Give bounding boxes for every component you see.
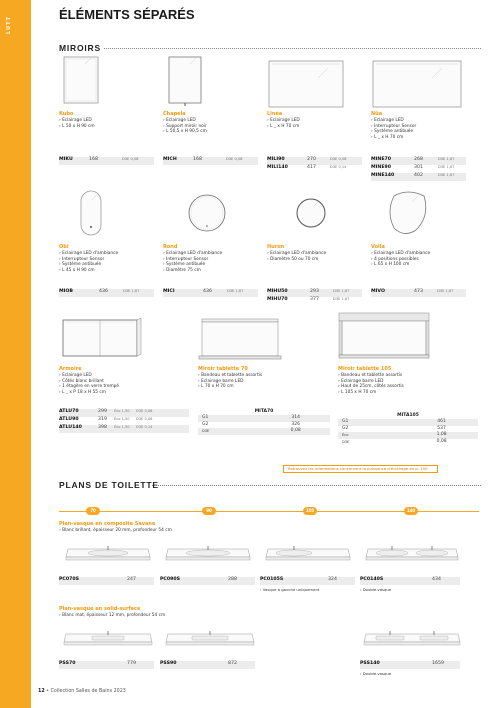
price-ref: MINE70 bbox=[371, 157, 392, 162]
table-header: MITA70 bbox=[254, 409, 274, 414]
sink-pc090s-image bbox=[164, 543, 252, 573]
product-rond bbox=[163, 244, 258, 273]
product-feature: › Eclairage barre LED bbox=[338, 379, 478, 385]
mirror-rond-image bbox=[188, 194, 226, 232]
price-row bbox=[260, 577, 355, 585]
product-obi bbox=[59, 244, 154, 273]
product-name: Kubo bbox=[59, 111, 74, 117]
price-value: 299 bbox=[98, 409, 107, 414]
price-value: 288 bbox=[228, 577, 237, 582]
price-ref: MIHU70 bbox=[267, 297, 288, 302]
sink-pss70-image bbox=[62, 628, 154, 658]
price-row bbox=[371, 173, 466, 181]
product-feature: › Système antibuée bbox=[163, 262, 258, 268]
product-feature: › Bandeau et tablette assortis bbox=[198, 373, 328, 379]
price-value: 270 bbox=[307, 157, 316, 162]
table-header: MITA105 bbox=[397, 413, 419, 418]
size-pill: 70 bbox=[86, 507, 100, 515]
price-ref: MINE90 bbox=[371, 165, 392, 170]
product-name: Miroir tablette 70 bbox=[198, 366, 248, 372]
price-eco: Éco 1,50 bbox=[114, 409, 130, 413]
price-row bbox=[267, 289, 362, 297]
product-name: Plan-vasque en solid-surface bbox=[59, 606, 141, 612]
price-ref: ATLU140 bbox=[59, 425, 82, 430]
product-feature: › Haut de 25cm, côtés assortis bbox=[338, 384, 478, 390]
product-feature: › L _ x H 70 cm bbox=[267, 124, 362, 130]
price-d3e: D3E 1,67 bbox=[438, 173, 455, 177]
product-name: Nûa bbox=[371, 111, 383, 117]
sink-pc0140s-image bbox=[364, 543, 460, 573]
page-title: ÉLÉMENTS SÉPARÉS bbox=[59, 7, 195, 22]
price-note: › Double-vasque bbox=[360, 671, 391, 677]
price-row bbox=[59, 409, 189, 417]
page-number: 12 bbox=[38, 689, 45, 694]
mirror-huron-image bbox=[296, 198, 326, 228]
product-feature: › Interrupteur Sensor bbox=[371, 124, 466, 130]
product-feature: › Interrupteur Sensor bbox=[163, 257, 258, 263]
product-feature: › Blanc mat, épaisseur 12 mm, profondeur 54 cm bbox=[59, 613, 259, 619]
product-feature: › Eclairage LED bbox=[267, 118, 362, 124]
price-note: › Vasque à gauche uniquement bbox=[260, 587, 319, 593]
tablette105-image bbox=[338, 312, 430, 360]
price-row bbox=[371, 157, 466, 165]
price-value: 319 bbox=[98, 417, 107, 422]
price-ref: PC0140S bbox=[360, 577, 384, 582]
tablette105-table bbox=[338, 412, 478, 445]
price-value: 268 bbox=[414, 157, 423, 162]
product-feature: › Eclairage LED bbox=[59, 373, 189, 379]
product-name: Chapela bbox=[163, 111, 186, 117]
product-chapela bbox=[163, 111, 258, 135]
sink-pss140-image bbox=[362, 628, 462, 658]
price-d3e: D3E 1,67 bbox=[437, 289, 454, 293]
price-d3e: D3E 0,08 bbox=[330, 157, 347, 161]
mirror-kubo-image bbox=[63, 56, 99, 104]
price-row bbox=[59, 289, 154, 297]
row-key: G2 bbox=[342, 425, 349, 431]
side-tab-label: LUTT bbox=[6, 15, 12, 34]
product-feature: › L 45 x H 90 cm bbox=[59, 268, 154, 274]
product-solid bbox=[59, 606, 259, 619]
sink-pc070s-image bbox=[64, 543, 152, 573]
product-name: Linéa bbox=[267, 111, 283, 117]
price-value: 1659 bbox=[432, 661, 444, 666]
price-value: 377 bbox=[310, 297, 319, 302]
product-feature: › Eclairage barre LED bbox=[198, 379, 328, 385]
product-volla bbox=[371, 244, 466, 268]
table-row bbox=[338, 439, 478, 446]
price-row bbox=[59, 417, 189, 425]
section-divider bbox=[104, 48, 481, 49]
tablette70-table bbox=[198, 408, 330, 435]
price-d3e: D3E 1,67 bbox=[333, 289, 350, 293]
price-d3e: D3E 0,08 bbox=[226, 157, 243, 161]
price-ref: MIVO bbox=[371, 289, 385, 294]
side-tab bbox=[0, 0, 31, 708]
product-feature: › L 50 x H 90 cm bbox=[59, 124, 154, 130]
armoire-image bbox=[62, 318, 142, 358]
row-value: 314 bbox=[291, 415, 300, 420]
product-feature: › Diamètre 75 cm bbox=[163, 268, 258, 274]
size-pill: 105 bbox=[303, 507, 317, 515]
price-ref: PC0105S bbox=[260, 577, 284, 582]
price-row bbox=[160, 577, 255, 585]
product-feature: › Eclairage LED d'ambiance bbox=[371, 251, 466, 257]
product-feature: › L _ x H 70 cm bbox=[371, 135, 466, 141]
price-ref: ATLU90 bbox=[59, 417, 79, 422]
product-feature: › Interrupteur Sensor bbox=[59, 257, 154, 263]
price-eco: Éco 1,50 bbox=[114, 425, 130, 429]
product-linea bbox=[267, 111, 362, 129]
product-feature: › Côtés blanc brillant bbox=[59, 379, 189, 385]
price-d3e: D3E 1,67 bbox=[333, 297, 350, 301]
page-footer: 12 • Collection Salles de Bains 2023 bbox=[38, 689, 126, 694]
product-huron bbox=[267, 244, 362, 262]
price-ref: PC090S bbox=[160, 577, 181, 582]
price-row bbox=[59, 577, 154, 585]
price-value: 434 bbox=[432, 577, 441, 582]
price-ref: MICI bbox=[163, 289, 175, 294]
product-tablette70 bbox=[198, 366, 328, 390]
product-feature: › L 65 x H 100 cm bbox=[371, 262, 466, 268]
mirror-obi-image bbox=[80, 190, 102, 236]
price-row bbox=[360, 661, 460, 669]
price-value: 398 bbox=[98, 425, 107, 430]
price-row bbox=[267, 165, 362, 173]
row-key: D3E bbox=[342, 439, 350, 444]
row-value: 1,08 bbox=[436, 432, 447, 437]
price-d3e: D3E 1,67 bbox=[227, 289, 244, 293]
product-feature: › L _ x P 18 x H 55 cm bbox=[59, 390, 189, 396]
price-row bbox=[59, 425, 189, 433]
price-value: 417 bbox=[307, 165, 316, 170]
price-row bbox=[160, 661, 255, 669]
product-feature: › Support miroir noir bbox=[163, 124, 258, 130]
price-row bbox=[267, 157, 362, 165]
section-title-plans: PLANS DE TOILETTE bbox=[59, 480, 159, 490]
product-tablette105 bbox=[338, 366, 478, 395]
product-feature: › Blanc brillant, épaisseur 20 mm, profondeur 54 cm bbox=[59, 528, 259, 534]
sink-pss90-image bbox=[164, 628, 256, 658]
price-row bbox=[360, 577, 460, 585]
mirror-linea-image bbox=[268, 60, 344, 108]
price-ref: MIHU50 bbox=[267, 289, 288, 294]
product-nua bbox=[371, 111, 466, 140]
price-d3e: D3E 1,67 bbox=[438, 165, 455, 169]
row-key: G1 bbox=[342, 419, 349, 424]
row-key: G1 bbox=[202, 415, 209, 420]
sink-pc0105s-image bbox=[264, 543, 352, 573]
price-value: 473 bbox=[414, 289, 423, 294]
section-title-miroirs: MIROIRS bbox=[59, 43, 101, 53]
product-savane bbox=[59, 521, 259, 534]
row-value: 461 bbox=[437, 419, 446, 424]
row-key: D3E bbox=[202, 429, 210, 433]
product-feature: › 1 étagère en verre trempé bbox=[59, 384, 189, 390]
price-note: › Double-vasque bbox=[360, 587, 391, 593]
mirror-chapela-image bbox=[168, 56, 202, 106]
price-value: 168 bbox=[89, 157, 98, 162]
product-name: Miroir tablette 105 bbox=[338, 366, 392, 372]
price-ref: MILI140 bbox=[267, 165, 288, 170]
price-row bbox=[371, 165, 466, 173]
price-row bbox=[59, 157, 154, 165]
price-row bbox=[163, 157, 258, 165]
size-pill: 90 bbox=[202, 507, 216, 515]
price-d3e: D3E 0,08 bbox=[136, 417, 153, 421]
product-armoire bbox=[59, 366, 189, 395]
price-row bbox=[59, 661, 154, 669]
product-name: Huron bbox=[267, 244, 285, 250]
mirror-nua-image bbox=[372, 60, 462, 108]
price-value: 324 bbox=[328, 577, 337, 582]
tablette70-image bbox=[198, 318, 282, 360]
price-ref: PSS140 bbox=[360, 661, 380, 666]
row-key: Éco bbox=[342, 433, 349, 437]
price-value: 293 bbox=[310, 289, 319, 294]
row-value: 537 bbox=[437, 425, 446, 431]
price-d3e: D3E 1,67 bbox=[438, 157, 455, 161]
price-ref: MILI90 bbox=[267, 157, 285, 162]
price-value: 779 bbox=[127, 661, 136, 666]
product-feature: › Système antibuée bbox=[59, 262, 154, 268]
product-name: Obi bbox=[59, 244, 69, 250]
price-ref: PSS90 bbox=[160, 661, 177, 666]
price-value: 247 bbox=[127, 577, 136, 582]
price-value: 436 bbox=[99, 289, 108, 294]
price-d3e: D3E 0,08 bbox=[136, 409, 153, 413]
price-value: 168 bbox=[193, 157, 202, 162]
product-name: Volla bbox=[371, 244, 385, 250]
price-ref: MINE140 bbox=[371, 173, 395, 178]
product-feature: › Eclairage LED d'ambiance bbox=[267, 251, 362, 257]
price-d3e: D3E 0,08 bbox=[122, 157, 139, 161]
price-value: 872 bbox=[228, 661, 237, 666]
product-feature: › L 70 x H 70 cm bbox=[198, 384, 328, 390]
product-feature: › 4 positions possibles bbox=[371, 257, 466, 263]
price-ref: MIOB bbox=[59, 289, 73, 294]
price-eco: Éco 1,50 bbox=[114, 417, 130, 421]
product-feature: › Eclairage LED bbox=[59, 118, 154, 124]
price-value: 436 bbox=[203, 289, 212, 294]
price-d3e: D3E 1,67 bbox=[123, 289, 140, 293]
product-kubo bbox=[59, 111, 154, 129]
product-feature: › Eclairage LED bbox=[163, 118, 258, 124]
price-ref: MIKU bbox=[59, 157, 73, 162]
row-value: 326 bbox=[291, 421, 300, 427]
footer-text: Collection Salles de Bains 2023 bbox=[50, 689, 126, 694]
product-name: Armoire bbox=[59, 366, 82, 372]
product-feature: › Bandeau et tablette assortis bbox=[338, 373, 478, 379]
product-feature: › Eclairage LED d'ambiance bbox=[59, 251, 154, 257]
price-value: 402 bbox=[414, 173, 423, 178]
price-ref: PC070S bbox=[59, 577, 80, 582]
size-pill: 140 bbox=[404, 507, 418, 515]
mirror-volla-image bbox=[386, 190, 430, 236]
price-row bbox=[267, 297, 362, 305]
price-d3e: D3E 0,14 bbox=[136, 425, 153, 429]
product-feature: › L 105 x H 70 cm bbox=[338, 390, 478, 396]
table-row bbox=[198, 428, 330, 435]
price-row bbox=[163, 289, 258, 297]
price-d3e: D3E 0,14 bbox=[330, 165, 347, 169]
price-ref: PSS70 bbox=[59, 661, 76, 666]
section-divider bbox=[152, 485, 481, 486]
product-feature: › Système antibuée bbox=[371, 129, 466, 135]
row-value: 0,08 bbox=[436, 438, 447, 444]
product-name: Rond bbox=[163, 244, 178, 250]
product-feature: › L 50,5 x H 90,5 cm bbox=[163, 129, 258, 135]
product-name: Plan-vasque en composite Savane bbox=[59, 521, 156, 527]
price-ref: MICH bbox=[163, 157, 177, 162]
product-feature: › Diamètre 50 ou 70 cm bbox=[267, 257, 362, 263]
price-row bbox=[371, 289, 466, 297]
row-key: G2 bbox=[202, 421, 209, 427]
product-feature: › Eclairage LED bbox=[371, 118, 466, 124]
row-value: 0,08 bbox=[290, 428, 301, 433]
lighting-info-note: Retrouvez les informations concernant la puissance d'éclairage en p. 100 bbox=[283, 465, 438, 473]
product-feature: › Eclairage LED d'ambiance bbox=[163, 251, 258, 257]
price-value: 301 bbox=[414, 165, 423, 170]
price-ref: ATLU70 bbox=[59, 409, 79, 414]
